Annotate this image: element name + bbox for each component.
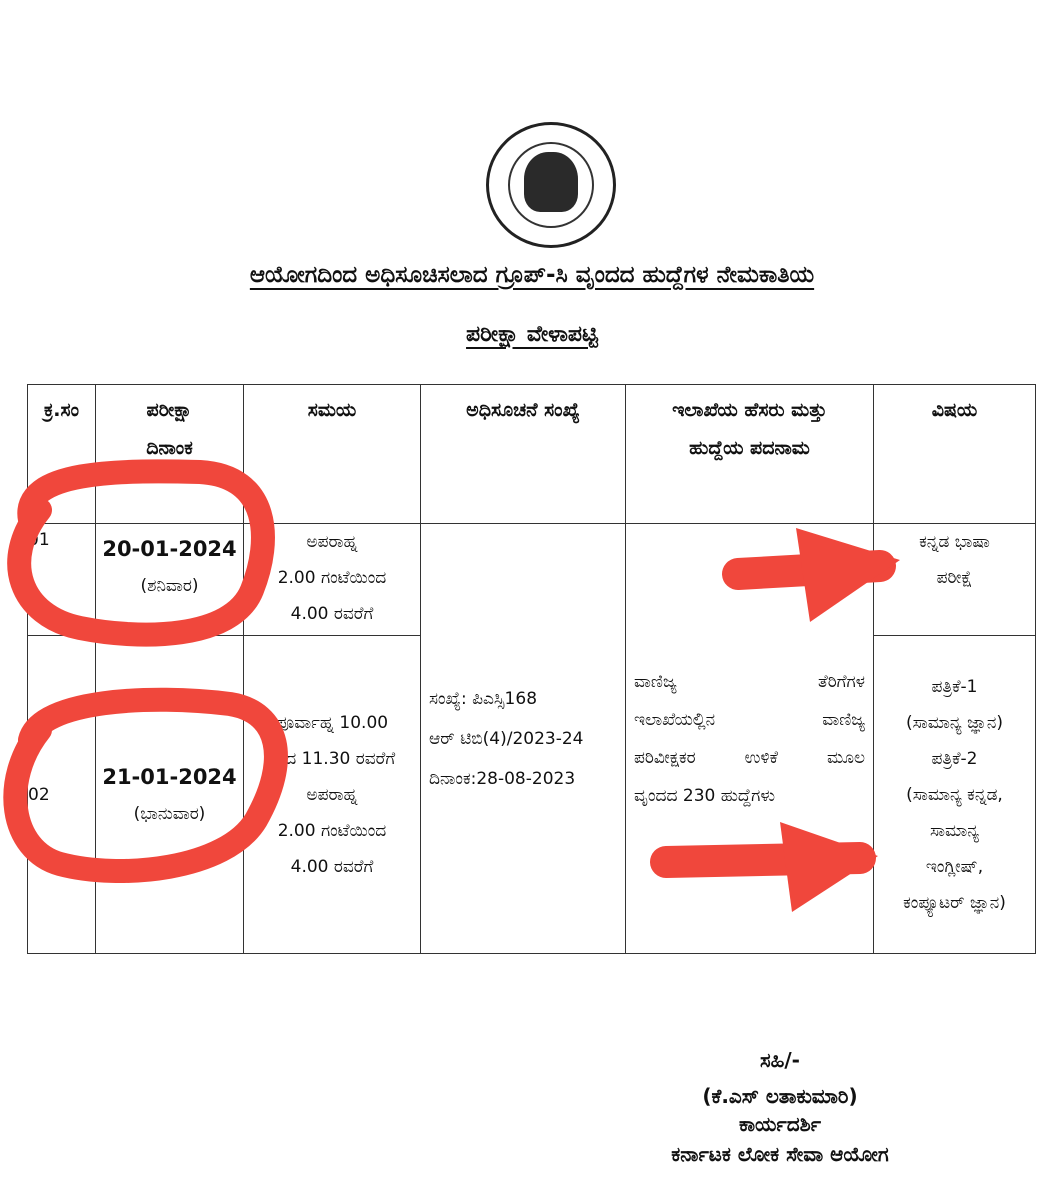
row-subject: ಪತ್ರಿಕೆ-1 (ಸಾಮಾನ್ಯ ಜ್ಞಾನ) ಪತ್ರಿಕೆ-2 (ಸಾಮಾನ್ಯ ಕನ್ನಡ, ಸಾಮಾನ್ಯ ಇಂಗ್ಲೀಷ್, ಕಂಪ್ಯೂಟರ್ ಜ್ಞಾನ) bbox=[874, 636, 1036, 954]
table-row bbox=[28, 524, 1036, 636]
header-notification: ಅಧಿಸೂಚನೆ ಸಂಖ್ಯೆ bbox=[421, 385, 626, 524]
row-time: ಅಪರಾಹ್ನ 2.00 ಗಂಟೆಯಿಂದ 4.00 ರವರೆಗೆ bbox=[244, 524, 421, 636]
signature-office: ಕರ್ನಾಟಕ ಲೋಕ ಸೇವಾ ಆಯೋಗ bbox=[671, 1142, 889, 1166]
table-header-row bbox=[28, 385, 1036, 524]
document-title: ಆಯೋಗದಿಂದ ಅಧಿಸೂಚಿಸಲಾದ ಗ್ರೂಪ್-ಸಿ ವೃಂದದ ಹುದ್ದೆಗಳ ನೇಮಕಾತಿಯ bbox=[249, 262, 815, 288]
commission-seal bbox=[486, 122, 616, 248]
signature-name: (ಕೆ.ಎಸ್ ಲತಾಕುಮಾರಿ) bbox=[702, 1084, 858, 1108]
header-date: ಪರೀಕ್ಷಾ ದಿನಾಂಕ bbox=[96, 385, 244, 524]
row-date: 20-01-2024 (ಶನಿವಾರ) bbox=[96, 524, 244, 636]
header-time: ಸಮಯ bbox=[244, 385, 421, 524]
row-subject: ಕನ್ನಡ ಭಾಷಾ ಪರೀಕ್ಷೆ bbox=[874, 524, 1036, 636]
signature-designation: ಕಾರ್ಯದರ್ಶಿ bbox=[738, 1112, 822, 1136]
row-date: 21-01-2024 (ಭಾನುವಾರ) bbox=[96, 636, 244, 954]
row-time: ಪೂರ್ವಾಹ್ನ 10.00 ರಿಂದ 11.30 ರವರೆಗೆ ಅಪರಾಹ್ನ 2.00 ಗಂಟೆಯಿಂದ 4.00 ರವರೆಗೆ bbox=[244, 636, 421, 954]
document-subtitle: ಪರೀಕ್ಷಾ ವೇಳಾಪಟ್ಟಿ bbox=[466, 322, 598, 347]
exam-schedule-table bbox=[27, 384, 1036, 954]
state-emblem-icon bbox=[524, 152, 578, 212]
department-cell: ವಾಣಿಜ್ಯ ತೆರಿಗೆಗಳ ಇಲಾಖೆಯಲ್ಲಿನ ವಾಣಿಜ್ಯ ಪರಿವೀಕ್ಷಕರ ಉಳಿಕೆ ಮೂಲ ವೃಂದದ 230 ಹುದ್ದೆಗಳು bbox=[626, 524, 874, 954]
header-department: ಇಲಾಖೆಯ ಹೆಸರು ಮತ್ತು ಹುದ್ದೆಯ ಪದನಾಮ bbox=[626, 385, 874, 524]
row-sl: 01 bbox=[28, 524, 96, 636]
notification-cell: ಸಂಖ್ಯೆ: ಪಿಎಸ್ಸಿ168 ಆರ್ ಟಿಬಿ(4)/2023-24 ದಿನಾಂಕ:28-08-2023 bbox=[421, 524, 626, 954]
header-subject: ವಿಷಯ bbox=[874, 385, 1036, 524]
signature-signed: ಸಹಿ/- bbox=[760, 1048, 800, 1072]
row-sl: 02 bbox=[28, 636, 96, 954]
header-sl: ಕ್ರ.ಸಂ bbox=[28, 385, 96, 524]
